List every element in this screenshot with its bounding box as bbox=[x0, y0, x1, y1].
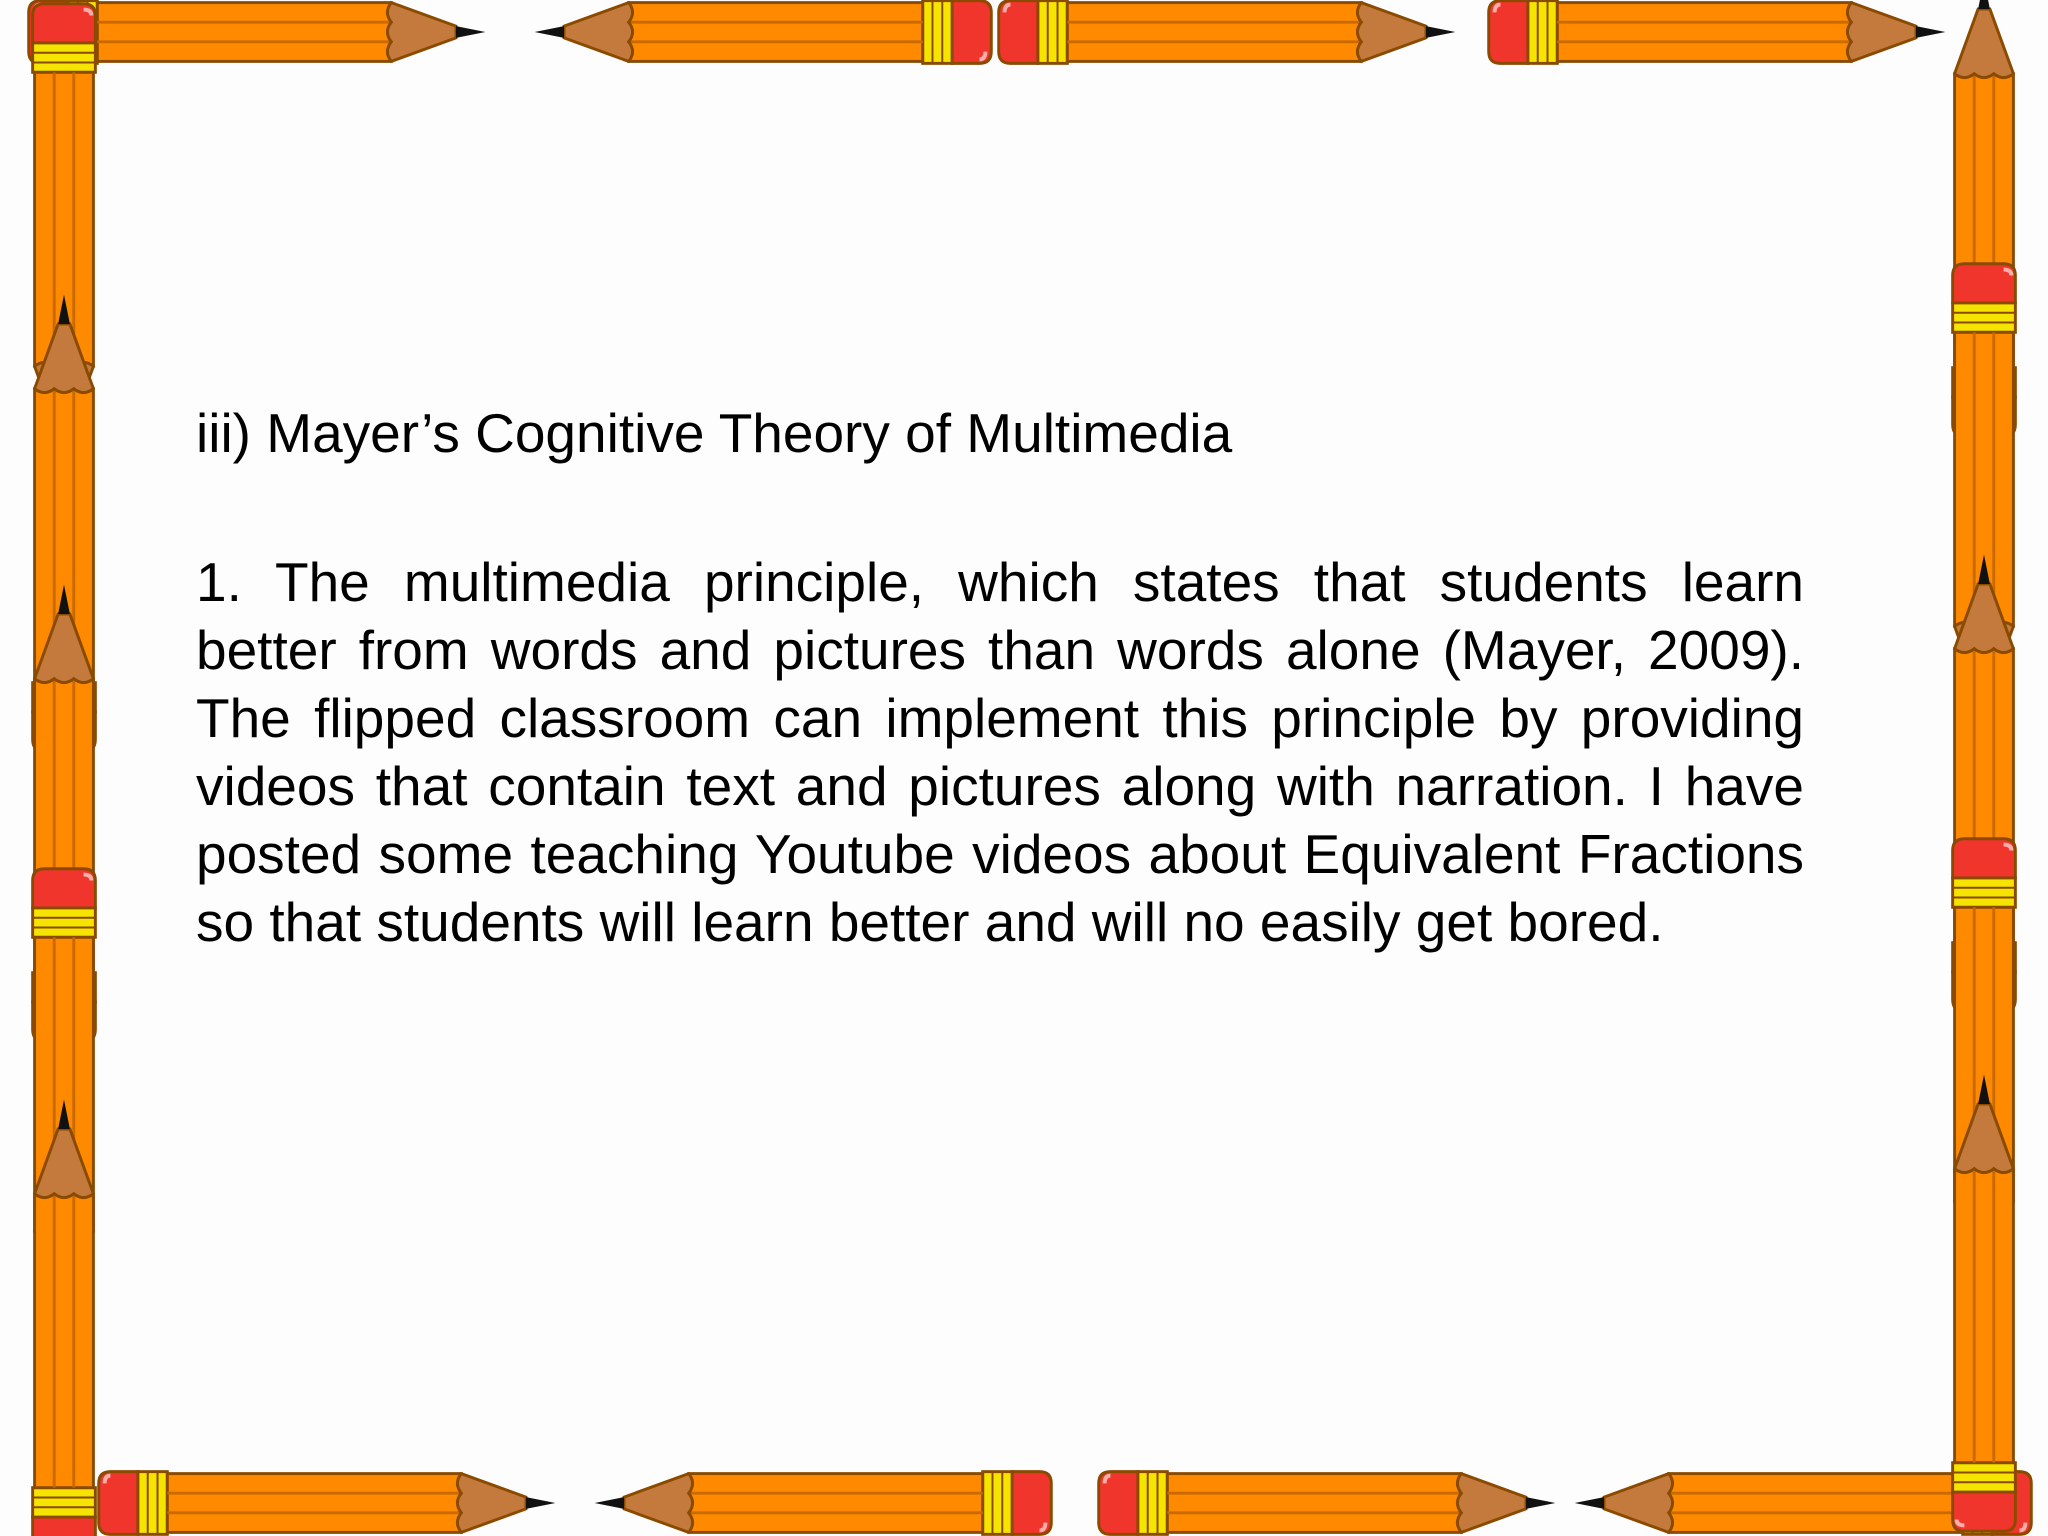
pencil-icon bbox=[99, 1472, 556, 1535]
slide-content bbox=[196, 400, 1804, 956]
slide-title: iii) Mayer’s Cognitive Theory of Multimedia bbox=[196, 402, 1233, 464]
pencil-icon bbox=[29, 1, 486, 64]
slide-body: 1. The multimedia principle, which states that students learn better from words and pictures than words alone (Mayer, 2009). The flipped classroom can implement this principle by providing videos that contain text and pictures along with narration. I have posted some teaching Youtube videos about Equivalent Fractions so that students will learn better and will no easily get bored. bbox=[196, 551, 1804, 953]
pencil-icon bbox=[1489, 1, 1946, 64]
pencil-icon bbox=[595, 1472, 1052, 1535]
pencil-icon bbox=[1099, 1472, 1556, 1535]
pencil-icon bbox=[999, 1, 1456, 64]
pencil-icon bbox=[535, 1, 992, 64]
